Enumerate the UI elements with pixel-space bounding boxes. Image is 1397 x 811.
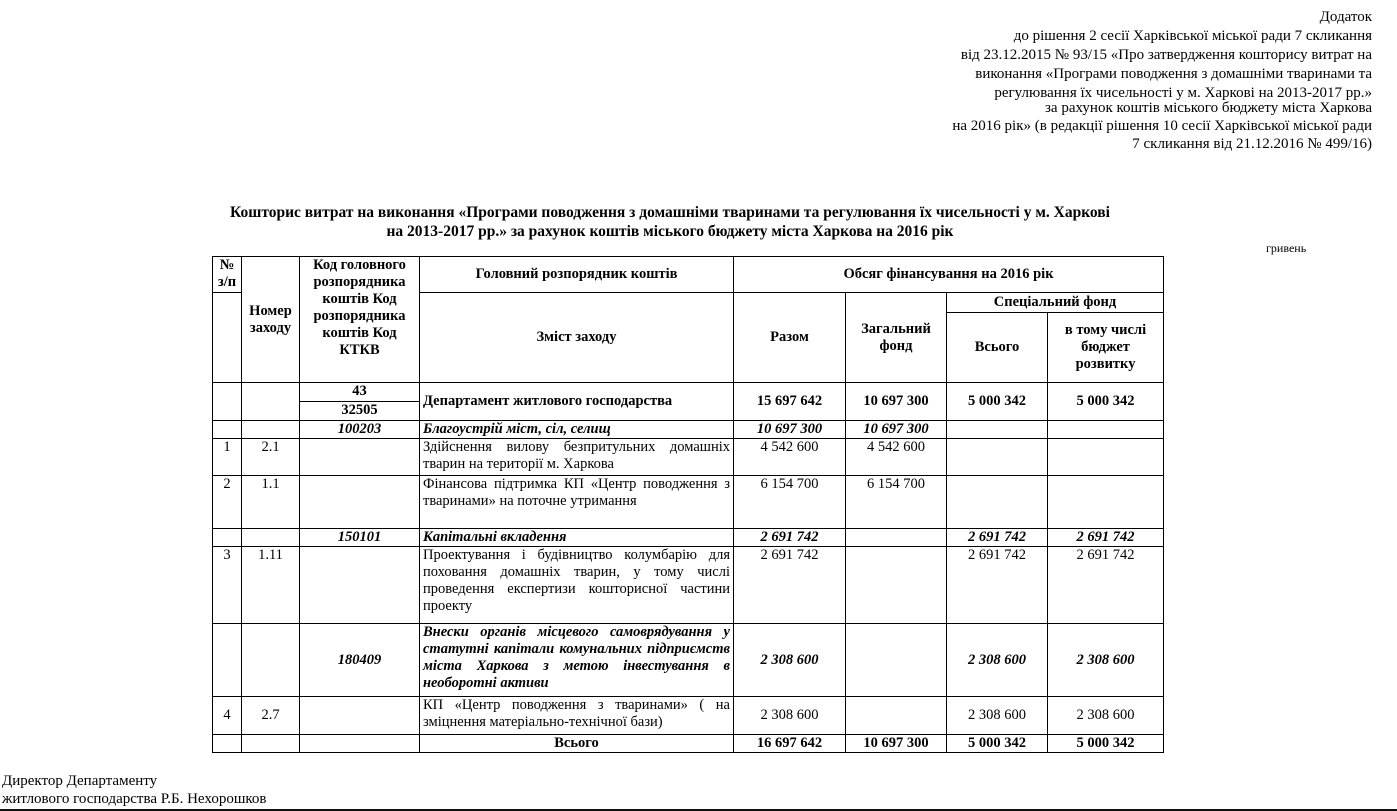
totals-total: 16 697 642	[734, 735, 846, 753]
header-line-8: 7 скликання від 21.12.2016 № 499/16)	[1132, 136, 1372, 152]
empty-cell	[300, 547, 420, 624]
row4-num: 4	[213, 697, 242, 735]
sec2-name: Капітальні вкладення	[420, 529, 734, 547]
table-row	[213, 476, 1164, 529]
header-volume: Обсяг фінансування на 2016 рік	[734, 257, 1164, 293]
row2-num: 2	[213, 476, 242, 529]
empty-cell	[846, 697, 947, 735]
row2-text: Фінансова підтримка КП «Центр поводження з тваринами» на поточне утримання	[420, 476, 734, 529]
empty-cell	[846, 547, 947, 624]
sec3-total: 2 308 600	[734, 624, 846, 697]
empty-cell	[213, 529, 242, 547]
document-title	[180, 203, 1160, 241]
header-code: Код головного розпорядника коштів Код розпорядника коштів Код КТКВ	[300, 257, 420, 383]
empty-cell	[300, 735, 420, 753]
sec2-special: 2 691 742	[947, 529, 1048, 547]
sec3-code: 180409	[300, 624, 420, 697]
empty-cell	[213, 735, 242, 753]
table-row	[213, 697, 1164, 735]
budget-table	[212, 256, 1164, 753]
sec1-total: 10 697 300	[734, 421, 846, 439]
empty-cell	[242, 383, 300, 421]
header-content: Зміст заходу	[420, 293, 734, 383]
row3-special: 2 691 742	[947, 547, 1048, 624]
sec3-dev: 2 308 600	[1048, 624, 1164, 697]
empty-cell	[242, 421, 300, 439]
table-row	[213, 439, 1164, 476]
sec3-name: Внески органів місцевого самоврядування у статутні капітали комунальних підприємств міста Харкова з метою інвестування в необоротні активи	[420, 624, 734, 697]
sec2-dev: 2 691 742	[1048, 529, 1164, 547]
header-special-all: Всього	[947, 313, 1048, 383]
empty-cell	[846, 624, 947, 697]
header-dev-budget: в тому числі бюджет розвитку	[1048, 313, 1164, 383]
row4-measure: 2.7	[242, 697, 300, 735]
header-manager: Головний розпорядник коштів	[420, 257, 734, 293]
empty-cell	[242, 529, 300, 547]
totals-dev: 5 000 342	[1048, 735, 1164, 753]
totals-general: 10 697 300	[846, 735, 947, 753]
header-line-1: Додаток	[1319, 9, 1372, 25]
header-line-5: регулювання їх чисельності у м. Харкові на 2013-2017 рр.»	[994, 85, 1372, 101]
empty-cell	[213, 624, 242, 697]
empty-cell	[213, 383, 242, 421]
header-line-3: від 23.12.2015 № 93/15 «Про затвердження кошторису витрат на	[960, 47, 1372, 63]
row3-dev: 2 691 742	[1048, 547, 1164, 624]
dept-general: 10 697 300	[846, 383, 947, 421]
signature-line-1: Директор Департаменту	[2, 773, 158, 789]
empty-cell	[300, 476, 420, 529]
signature-line-2: житлового господарства Р.Б. Нехорошков	[2, 791, 267, 807]
row2-measure: 1.1	[242, 476, 300, 529]
dept-special: 5 000 342	[947, 383, 1048, 421]
empty-cell	[213, 421, 242, 439]
dept-name: Департамент житлового господарства	[420, 383, 734, 421]
dept-code-main: 43	[300, 383, 420, 402]
sec2-total: 2 691 742	[734, 529, 846, 547]
row1-measure: 2.1	[242, 439, 300, 476]
totals-special: 5 000 342	[947, 735, 1048, 753]
header-measure-no: Номер заходу	[242, 257, 300, 383]
sec2-code: 150101	[300, 529, 420, 547]
row4-text: КП «Центр поводження з тваринами» ( на зміцнення матеріально-технічної бази)	[420, 697, 734, 735]
empty-cell	[1048, 421, 1164, 439]
empty-cell	[947, 476, 1048, 529]
dept-dev: 5 000 342	[1048, 383, 1164, 421]
row2-total: 6 154 700	[734, 476, 846, 529]
totals-label: Всього	[420, 735, 734, 753]
header-line-4: виконання «Програми поводження з домашніми тваринами та	[975, 66, 1372, 82]
header-line-6: за рахунок коштів міського бюджету міста Харкова	[1045, 100, 1372, 116]
sec3-special: 2 308 600	[947, 624, 1048, 697]
sec1-name: Благоустрій міст, сіл, селищ	[420, 421, 734, 439]
header-num-empty	[213, 293, 242, 383]
header-general-fund: Загальний фонд	[846, 293, 947, 383]
dept-code-sub: 32505	[300, 402, 420, 421]
header-num: № з/п	[213, 257, 242, 293]
empty-cell	[300, 439, 420, 476]
empty-cell	[300, 697, 420, 735]
row4-special: 2 308 600	[947, 697, 1048, 735]
empty-cell	[947, 439, 1048, 476]
row1-text: Здійснення вилову безпритульних домашніх тварин на території м. Харкова	[420, 439, 734, 476]
row1-num: 1	[213, 439, 242, 476]
empty-cell	[947, 421, 1048, 439]
row3-total: 2 691 742	[734, 547, 846, 624]
sec1-code: 100203	[300, 421, 420, 439]
row3-text: Проектування і будівництво колумбарію для поховання домашніх тварин, у тому числі проведення експертизи кошторисної частини проекту	[420, 547, 734, 624]
header-total: Разом	[734, 293, 846, 383]
empty-cell	[1048, 439, 1164, 476]
sec1-general: 10 697 300	[846, 421, 947, 439]
currency-unit: гривень	[1266, 241, 1307, 255]
empty-cell	[242, 735, 300, 753]
dept-total: 15 697 642	[734, 383, 846, 421]
row1-general: 4 542 600	[846, 439, 947, 476]
empty-cell	[1048, 476, 1164, 529]
row4-dev: 2 308 600	[1048, 697, 1164, 735]
row4-total: 2 308 600	[734, 697, 846, 735]
row3-measure: 1.11	[242, 547, 300, 624]
row3-num: 3	[213, 547, 242, 624]
empty-cell	[846, 529, 947, 547]
row1-total: 4 542 600	[734, 439, 846, 476]
title-line-2: на 2013-2017 рр.» за рахунок коштів міського бюджету міста Харкова на 2016 рік	[386, 223, 954, 240]
header-line-7: на 2016 рік» (в редакції рішення 10 сесії Харківської міської ради	[952, 118, 1372, 134]
row2-general: 6 154 700	[846, 476, 947, 529]
header-special-fund: Спеціальний фонд	[947, 293, 1164, 313]
empty-cell	[242, 624, 300, 697]
header-line-2: до рішення 2 сесії Харківської міської ради 7 скликання	[1013, 28, 1372, 44]
title-line-1: Кошторис витрат на виконання «Програми поводження з домашніми тваринами та регулювання їх чисельності у м. Харкові	[230, 204, 1110, 221]
table-row	[213, 547, 1164, 624]
